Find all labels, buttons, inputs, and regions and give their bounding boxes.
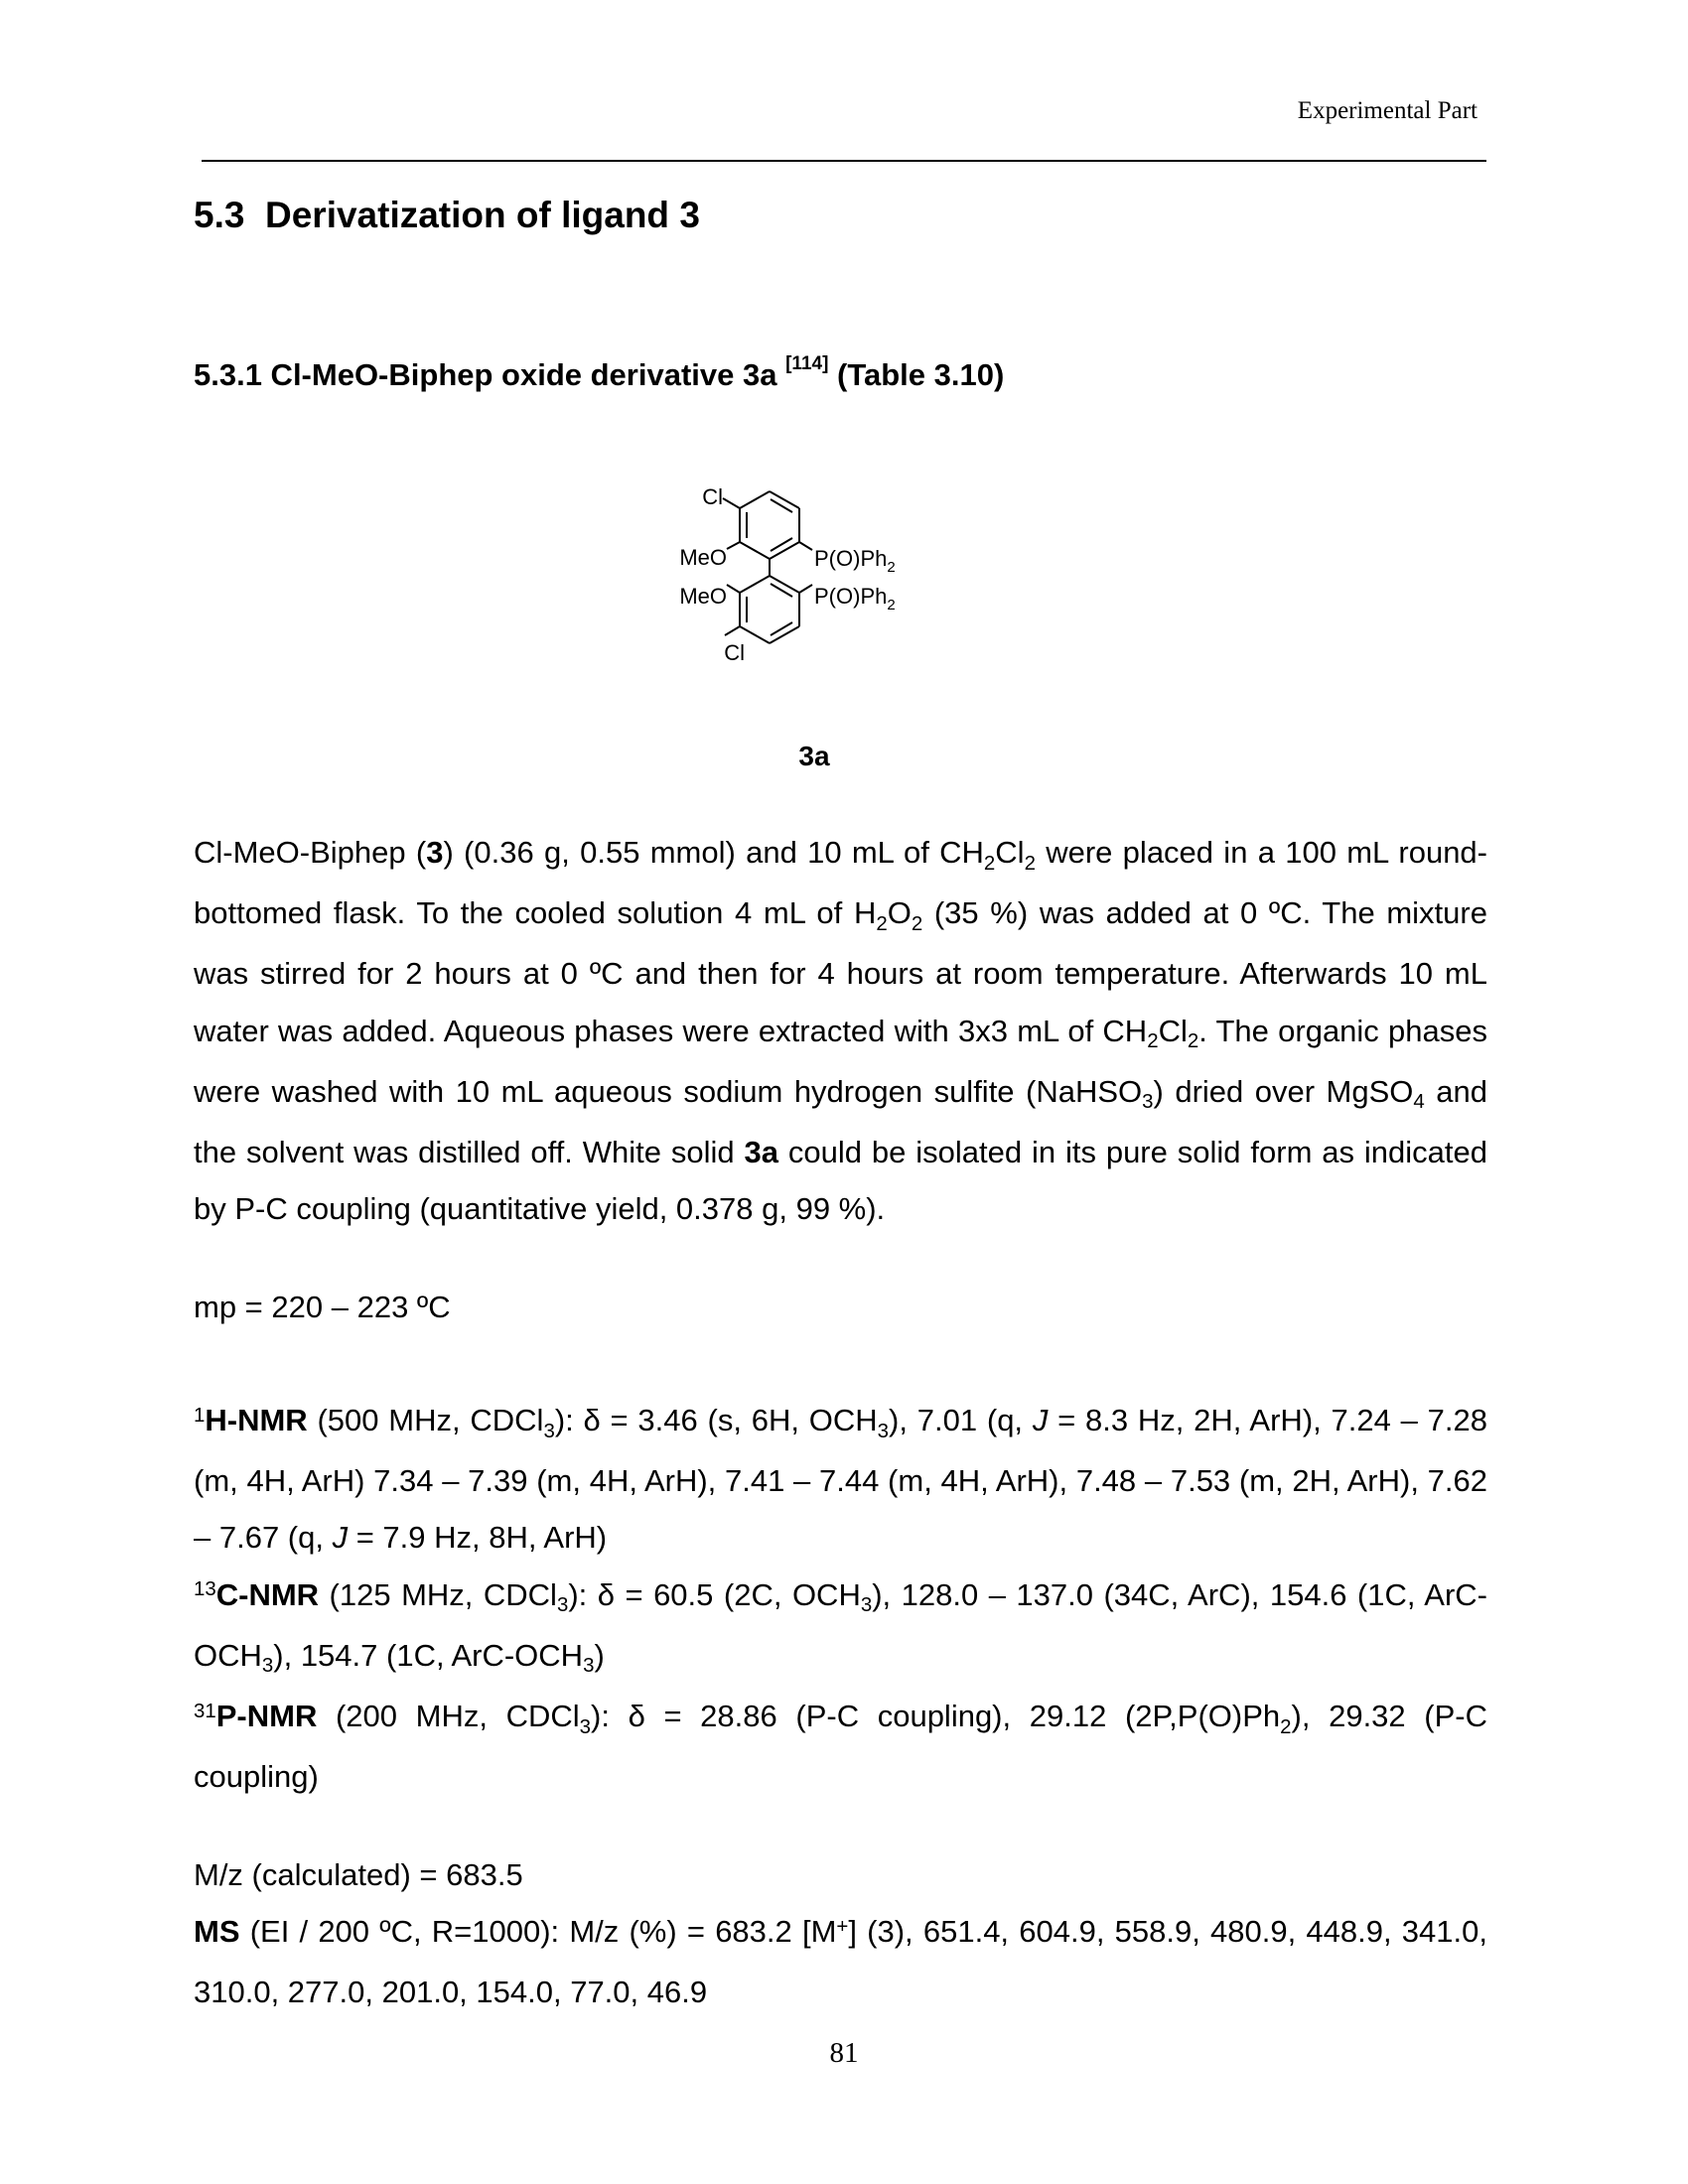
ring1-bond-4 bbox=[740, 542, 770, 559]
bond-po-2 bbox=[799, 585, 812, 593]
ring1-bond-1 bbox=[770, 491, 799, 508]
ring2-bond-3 bbox=[770, 626, 799, 643]
label-meo-2: MeO bbox=[679, 584, 727, 609]
label-cl-top: Cl bbox=[702, 484, 723, 509]
ring1-double-2 bbox=[771, 538, 792, 551]
chemical-structure-3a bbox=[679, 475, 1003, 723]
label-po-1: $P(O)Ph_2$ bbox=[814, 546, 896, 576]
melting-point: mp = 220 – 223 ºC bbox=[194, 1290, 451, 1324]
table-reference: (Table 3.10) bbox=[837, 357, 1005, 392]
ms-data: MS (EI / 200 ºC, R=1000): M/z (%) = 683.2 [M+] (3), 651.4, 604.9, 558.9, 480.9, 448.9, 341.0, 310.0, 277.0, 201.0, 154.0, 77.0, 46.9 bbox=[194, 1914, 1487, 2010]
section-number: 5.3 bbox=[194, 195, 245, 235]
nmr-data bbox=[194, 1392, 1487, 1805]
h-nmr: $^1$H-NMR (500 MHz, CDCl$_3$): δ = 3.46 (s, 6H, $OCH_3$), 7.01 (q, J = 8.3 Hz, 2H, ArH), 7.24 – 7.28 (m, 4H, ArH) 7.34 – 7.39 (m, 4H, ArH), 7.41 – 7.44 (m, 4H, ArH), 7.48 – 7.53 (m, 2H, ArH), 7.62 – 7.67 (q, J = 7.9 Hz, 8H, ArH) bbox=[194, 1403, 1487, 1556]
ring2-bond-6 bbox=[740, 576, 770, 593]
ring1-double-1 bbox=[771, 499, 792, 512]
compound-label: 3a bbox=[798, 741, 830, 771]
mz-calculated: M/z (calculated) = 683.5 bbox=[194, 1857, 523, 1892]
section-name: Derivatization of ligand 3 bbox=[265, 195, 700, 235]
subsection-heading: 5.3.1 Cl-MeO-Biphep oxide derivative 3a bbox=[194, 357, 777, 392]
label-meo-1: MeO bbox=[679, 545, 727, 570]
p-nmr: $^{31}$P-NMR (200 MHz, CDCl$_3$): δ = 28.86 (P-C coupling), 29.12 $(2P,P(O)Ph_2)$, 29.32 (P-C coupling) bbox=[194, 1699, 1487, 1795]
label-po-2: $P(O)Ph_2$ bbox=[814, 584, 896, 614]
ring1-bond-6 bbox=[740, 491, 770, 508]
page-number: 81 bbox=[829, 2037, 859, 2069]
bond-cl-top bbox=[723, 498, 740, 508]
bond-meo-2 bbox=[727, 585, 740, 593]
ring2-bond-1 bbox=[770, 576, 799, 593]
label-cl-bottom: Cl bbox=[724, 640, 745, 665]
c-nmr: $^{13}$C-NMR (125 MHz, CDCl$_3$): δ = 60.5 (2C, $OCH_3$), 128.0 – 137.0 (34C, ArC), 154.6 (1C, ArC-$OCH_3$), 154.7 (1C, ArC-$OCH_3$) bbox=[194, 1576, 1487, 1678]
bond-po-1 bbox=[799, 542, 812, 550]
ring1-bond-3 bbox=[770, 542, 799, 559]
bond-meo-1 bbox=[727, 542, 740, 549]
ring2-double-1 bbox=[771, 584, 792, 597]
ring2-double-2 bbox=[771, 622, 792, 635]
bond-cl-bottom bbox=[725, 626, 740, 635]
procedure-paragraph: Cl-MeO-Biphep (3) (0.36 g, 0.55 mmol) and 10 mL of $CH_2Cl_2$ were placed in a 100 mL round-bottomed flask. To the cooled solution 4 mL of $H_2O_2$ (35 %) was added at 0 ºC. The mixture was stirred for 2 hours at 0 ºC and then for 4 hours at room temperature. Afterwards 10 mL water was added. Aqueous phases were extracted with 3x3 mL of $CH_2Cl_2$. The organic phases were washed with 10 mL aqueous sodium hydrogen sulfite (NaHSO$_3$) dried over MgSO$_4$ and the solvent was distilled off. White solid 3a could be isolated in its pure solid form as indicated by P-C coupling (quantitative yield, 0.378 g, 99 %). bbox=[194, 835, 1487, 1227]
section-title bbox=[194, 195, 700, 236]
header-rule bbox=[202, 160, 1486, 162]
subsection-title bbox=[194, 353, 1005, 393]
reference-marker: [114] bbox=[785, 353, 829, 374]
running-header: Experimental Part bbox=[1297, 97, 1477, 124]
